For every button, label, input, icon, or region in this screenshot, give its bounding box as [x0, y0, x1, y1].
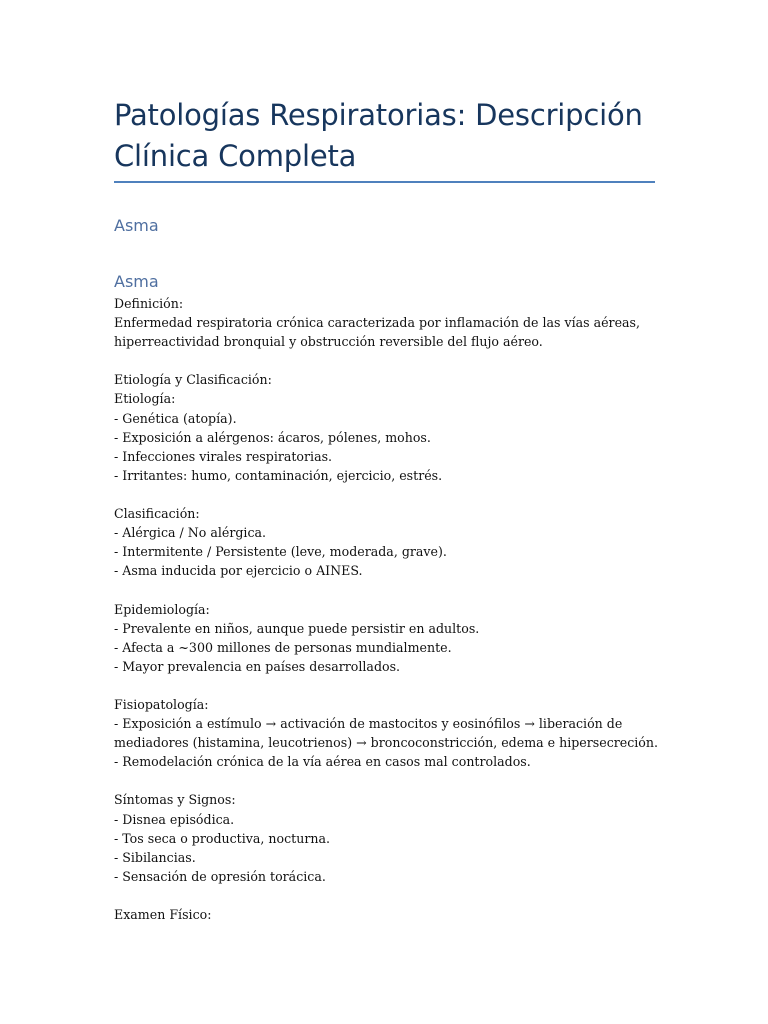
paragraph-spacer	[114, 485, 659, 504]
paragraph-label: Síntomas y Signos:	[114, 792, 236, 808]
text-line: - Afecta a ~300 millones de personas mundialmente.	[114, 639, 452, 655]
text-line: - Prevalente en niños, aunque puede persistir en adultos.	[114, 620, 480, 636]
text-line: - Disnea episódica.	[114, 811, 235, 827]
paragraph-label: Epidemiología:	[114, 601, 210, 617]
text-line: - Irritantes: humo, contaminación, ejercicio, estrés.	[114, 467, 443, 483]
paragraph-label: Definición:	[114, 296, 184, 311]
text-line: - Exposición a estímulo → activación de mastocitos y eosinófilos → liberación de mediadores (histamina, leucotrienos) → broncoconstricción, edema e hipersecreción.	[114, 716, 659, 751]
paragraph-label: Etiología y Clasificación:	[114, 372, 272, 388]
paragraph-label: Fisiopatología:	[114, 696, 209, 712]
subsection-heading: Asma	[114, 272, 159, 291]
text-line: - Remodelación crónica de la vía aérea en casos mal controlados.	[114, 754, 531, 770]
text-line: - Alérgica / No alérgica.	[114, 525, 267, 541]
text-line: Etiología:	[114, 391, 176, 407]
paragraph-label: Clasificación:	[114, 506, 200, 522]
paragraph-spacer	[114, 676, 659, 695]
text-line: - Infecciones virales respiratorias.	[114, 448, 333, 464]
paragraph-spacer	[114, 580, 659, 599]
text-line: Enfermedad respiratoria crónica caracterizada por inflamación de las vías aéreas, hiperreactividad bronquial y obstrucción reversible del flujo aéreo.	[114, 315, 640, 350]
paragraph-spacer	[114, 886, 659, 905]
text-line: - Mayor prevalencia en países desarrollados.	[114, 658, 401, 674]
section-heading: Asma	[114, 216, 159, 235]
text-line: - Intermitente / Persistente (leve, moderada, grave).	[114, 544, 447, 560]
document-body	[114, 294, 659, 924]
document-title: Patologías Respiratorias: Descripción Clínica Completa	[114, 98, 643, 173]
text-line: - Genética (atopía).	[114, 410, 237, 426]
text-line: - Exposición a alérgenos: ácaros, pólenes, mohos.	[114, 429, 431, 445]
text-line: - Sensación de opresión torácica.	[114, 868, 326, 884]
text-line: - Asma inducida por ejercicio o AINES.	[114, 563, 363, 579]
document-page	[114, 0, 659, 924]
paragraph-spacer	[114, 771, 659, 790]
text-line: - Tos seca o productiva, nocturna.	[114, 830, 330, 846]
paragraph-label: Examen Físico:	[114, 907, 212, 922]
paragraph-spacer	[114, 351, 659, 370]
text-line: - Sibilancias.	[114, 849, 196, 865]
title-underline	[114, 181, 655, 183]
